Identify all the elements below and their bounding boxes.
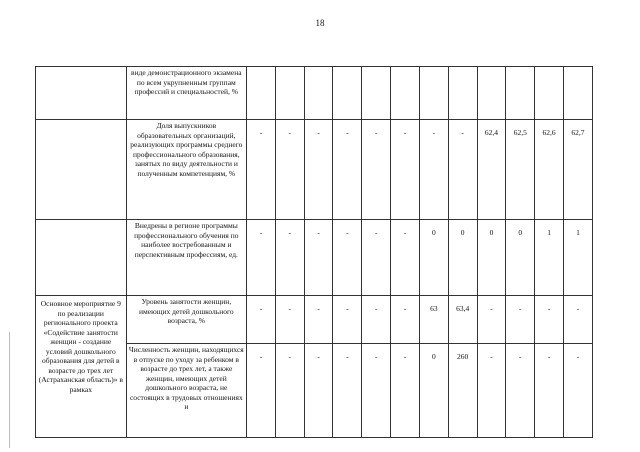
value-cell: [391, 67, 420, 120]
value-cell: -: [275, 296, 304, 344]
value-cell: 62,6: [535, 120, 564, 220]
value-cell: [419, 67, 448, 120]
value-cell: -: [535, 296, 564, 344]
event-cell: [36, 67, 127, 120]
value-cell: 62,7: [563, 120, 592, 220]
value-cell: -: [333, 120, 362, 220]
value-cell: [333, 67, 362, 120]
value-cell: 260: [448, 344, 477, 438]
value-cell: -: [419, 120, 448, 220]
value-cell: -: [304, 220, 333, 296]
event-cell: Основное мероприятие 9 по реализации регионального проекта «Содействие занятости женщин - создание условий дошкольного образования для детей в возрасте до трех лет (Астраханская область)» в рамках: [36, 296, 127, 438]
value-cell: -: [391, 296, 420, 344]
value-cell: -: [304, 120, 333, 220]
value-cell: [304, 67, 333, 120]
value-cell: -: [362, 344, 391, 438]
value-cell: 62,4: [477, 120, 506, 220]
value-cell: -: [275, 120, 304, 220]
value-cell: -: [304, 296, 333, 344]
value-cell: 1: [535, 220, 564, 296]
value-cell: -: [535, 344, 564, 438]
value-cell: [535, 67, 564, 120]
value-cell: 63: [419, 296, 448, 344]
value-cell: -: [247, 120, 276, 220]
value-cell: 63,4: [448, 296, 477, 344]
value-cell: -: [506, 296, 535, 344]
value-cell: -: [247, 296, 276, 344]
value-cell: -: [275, 220, 304, 296]
value-cell: -: [333, 220, 362, 296]
indicator-cell: Уровень занятости женщин, имеющих детей дошкольного возраста, %: [126, 296, 246, 344]
value-cell: -: [391, 120, 420, 220]
value-cell: -: [362, 296, 391, 344]
indicator-cell: виде демонстрационного экзамена по всем укрупненным группам профессий и специальностей, %: [126, 67, 246, 120]
indicator-cell: Внедрены в регионе программы профессионального обучения по наиболее востребованным и перспективным профессиям, ед.: [126, 220, 246, 296]
value-cell: -: [247, 220, 276, 296]
value-cell: 62,5: [506, 120, 535, 220]
event-cell: [36, 120, 127, 220]
value-cell: 0: [448, 220, 477, 296]
value-cell: [477, 67, 506, 120]
event-cell: [36, 220, 127, 296]
value-cell: 0: [419, 344, 448, 438]
value-cell: -: [391, 220, 420, 296]
value-cell: [362, 67, 391, 120]
value-cell: 0: [506, 220, 535, 296]
value-cell: -: [448, 120, 477, 220]
table-row: [36, 296, 593, 344]
value-cell: -: [506, 344, 535, 438]
scan-edge-line: [9, 332, 10, 448]
indicators-table: [35, 66, 593, 438]
table-row: [36, 120, 593, 220]
value-cell: -: [362, 120, 391, 220]
value-cell: 0: [419, 220, 448, 296]
value-cell: -: [275, 344, 304, 438]
indicator-cell: Доля выпускников образовательных организаций, реализующих программы среднего профессионального образования, занятых по виду деятельности и полученным компетенциям, %: [126, 120, 246, 220]
value-cell: [275, 67, 304, 120]
page-number: 18: [315, 18, 325, 28]
value-cell: -: [477, 344, 506, 438]
table-row: [36, 220, 593, 296]
value-cell: [448, 67, 477, 120]
value-cell: -: [391, 344, 420, 438]
value-cell: -: [304, 344, 333, 438]
value-cell: 0: [477, 220, 506, 296]
value-cell: -: [247, 344, 276, 438]
value-cell: -: [477, 296, 506, 344]
value-cell: -: [563, 344, 592, 438]
indicator-cell: Численность женщин, находящихся в отпуске по уходу за ребенком в возрасте до трех лет, а также женщин, имеющих детей дошкольного возраста, не состоящих в трудовых отношениях и: [126, 344, 246, 438]
value-cell: -: [333, 344, 362, 438]
table-row: [36, 67, 593, 120]
value-cell: [506, 67, 535, 120]
value-cell: -: [563, 296, 592, 344]
value-cell: 1: [563, 220, 592, 296]
value-cell: [563, 67, 592, 120]
value-cell: [247, 67, 276, 120]
value-cell: -: [333, 296, 362, 344]
value-cell: -: [362, 220, 391, 296]
